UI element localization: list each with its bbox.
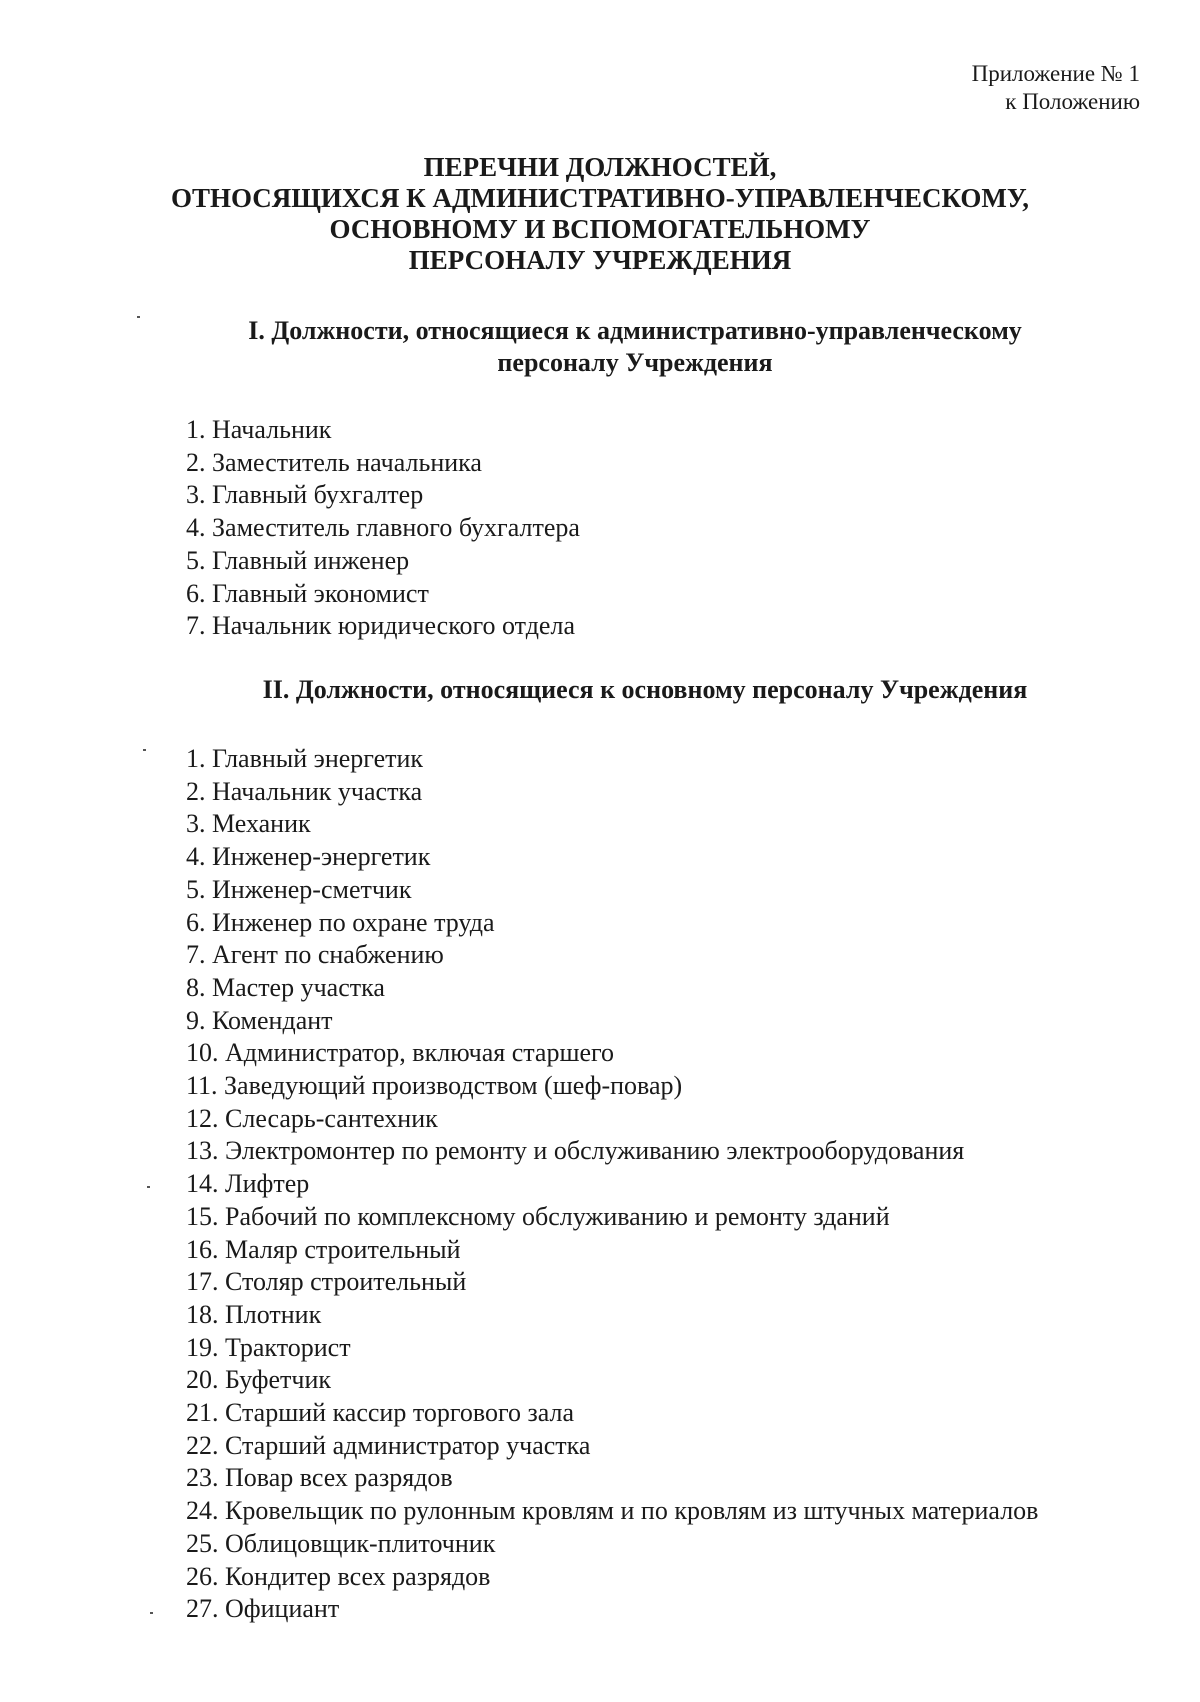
section-1-list-item: 2. Заместитель начальника xyxy=(186,447,482,477)
section-1-list xyxy=(186,414,580,643)
section-2-list-item: 15. Рабочий по комплексному обслуживанию и ремонту зданий xyxy=(186,1201,890,1231)
section-1-list-item: 6. Главный экономист xyxy=(186,578,429,608)
section-2-list-item: 18. Плотник xyxy=(186,1299,322,1329)
section-1-list-item: 7. Начальник юридического отдела xyxy=(186,611,575,641)
section-2-list-item: 25. Облицовщик-плиточник xyxy=(186,1528,496,1558)
section-2-heading-line: II. Должности, относящиеся к основному персоналу Учреждения xyxy=(262,675,1028,704)
scan-speck xyxy=(147,1186,150,1188)
appendix-line-1: Приложение № 1 xyxy=(971,61,1140,86)
section-1-list-item: 3. Главный бухгалтер xyxy=(186,480,424,510)
section-2-list-item: 22. Старший администратор участка xyxy=(186,1430,591,1460)
section-2-list-item: 17. Столяр строительный xyxy=(186,1267,467,1297)
section-2-list-item: 19. Тракторист xyxy=(186,1332,351,1362)
document-title xyxy=(0,152,1200,276)
section-2-list-item: 21. Старший кассир торгового зала xyxy=(186,1398,575,1428)
document-title-line: ПЕРСОНАЛУ УЧРЕЖДЕНИЯ xyxy=(408,245,792,275)
section-2-list-item: 12. Слесарь-сантехник xyxy=(186,1103,438,1133)
section-1-list-item: 1. Начальник xyxy=(186,415,332,444)
section-1-heading-line: I. Должности, относящиеся к административно-управленческому xyxy=(248,316,1022,345)
section-2-list-item: 10. Администратор, включая старшего xyxy=(186,1038,615,1068)
scan-speck xyxy=(137,316,140,318)
appendix-reference xyxy=(972,60,1140,116)
section-2-list-item: 20. Буфетчик xyxy=(186,1365,332,1395)
document-title-line: ОТНОСЯЩИХСЯ К АДМИНИСТРАТИВНО-УПРАВЛЕНЧЕСКОМУ, xyxy=(170,183,1030,213)
section-2-list-item: 1. Главный энергетик xyxy=(186,744,424,773)
section-2-list-item: 4. Инженер-энергетик xyxy=(186,842,431,872)
section-2-list-item: 24. Кровельщик по рулонным кровлям и по кровлям из штучных материалов xyxy=(186,1496,1039,1526)
document-title-line: ПЕРЕЧНИ ДОЛЖНОСТЕЙ, xyxy=(423,152,777,182)
section-2-list-item: 3. Механик xyxy=(186,809,311,839)
section-1-heading-line: персоналу Учреждения xyxy=(497,348,773,377)
document-title-line: ОСНОВНОМУ И ВСПОМОГАТЕЛЬНОМУ xyxy=(329,214,871,244)
section-2-list-item: 14. Лифтер xyxy=(186,1169,310,1199)
section-2-list-item: 7. Агент по снабжению xyxy=(186,940,444,970)
section-2-list xyxy=(186,743,1038,1626)
section-2-list-item: 23. Повар всех разрядов xyxy=(186,1463,453,1493)
section-2-list-item: 9. Комендант xyxy=(186,1005,333,1035)
section-2-heading xyxy=(0,674,1200,706)
scan-speck xyxy=(143,749,146,751)
section-2-list-item: 13. Электромонтер по ремонту и обслуживанию электрооборудования xyxy=(186,1136,965,1166)
section-1-list-item: 5. Главный инженер xyxy=(186,545,410,575)
section-2-list-item: 26. Кондитер всех разрядов xyxy=(186,1561,491,1591)
section-2-list-item: 5. Инженер-сметчик xyxy=(186,874,412,904)
section-2-list-item: 2. Начальник участка xyxy=(186,776,423,806)
section-2-list-item: 6. Инженер по охране труда xyxy=(186,907,495,937)
appendix-line-2: к Положению xyxy=(1005,89,1140,114)
section-2-list-item: 11. Заведующий производством (шеф-повар) xyxy=(186,1071,683,1101)
section-2-list-item: 16. Маляр строительный xyxy=(186,1234,461,1264)
section-2-list-item: 27. Официант xyxy=(186,1594,340,1624)
section-1-heading xyxy=(0,315,1200,379)
section-1-list-item: 4. Заместитель главного бухгалтера xyxy=(186,513,580,543)
section-2-list-item: 8. Мастер участка xyxy=(186,972,385,1002)
scan-speck xyxy=(150,1612,153,1614)
